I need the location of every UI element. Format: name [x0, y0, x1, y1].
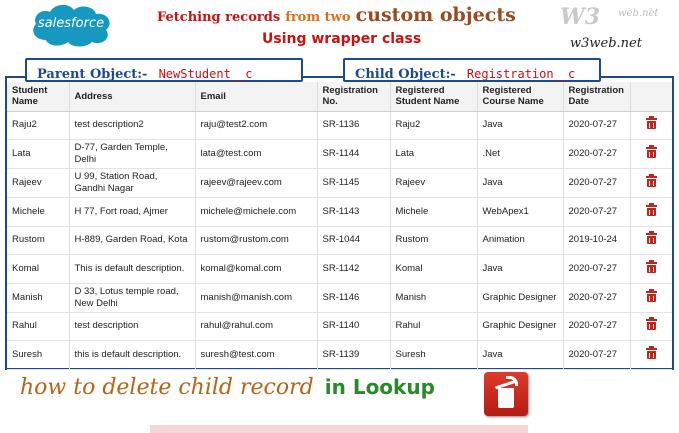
cell-action: [630, 198, 672, 227]
cell-registered-course-name: WebApex1: [477, 198, 563, 227]
salesforce-logo-text: salesforce: [37, 16, 105, 31]
cell-address: D-77, Garden Temple, Delhi: [69, 140, 195, 169]
cell-registration-no: SR-1144: [317, 140, 390, 169]
cell-registration-date: 2020-07-27: [563, 111, 630, 140]
cell-action: [630, 283, 672, 312]
parent-object-api-name: NewStudent__c: [158, 67, 253, 81]
w3web-logo-name: w3web.net: [570, 36, 642, 51]
cell-address: H-889, Garden Road, Kota: [69, 226, 195, 255]
footer-caption: [20, 375, 435, 400]
cell-registration-date: 2020-07-27: [563, 169, 630, 198]
cell-registered-student-name: Rustom: [390, 226, 477, 255]
records-table: [7, 82, 672, 370]
table-row: [7, 312, 672, 341]
cell-registered-course-name: .Net: [477, 140, 563, 169]
table-header-row: [7, 82, 672, 111]
cell-registered-course-name: Graphic Designer: [477, 312, 563, 341]
table-row: [7, 140, 672, 169]
cell-address: this is default description.: [69, 341, 195, 370]
cell-registration-no: SR-1145: [317, 169, 390, 198]
cell-registered-course-name: Java: [477, 255, 563, 284]
cell-registration-date: 2020-07-27: [563, 283, 630, 312]
title-part-2: from two: [285, 10, 351, 25]
cell-action: [630, 169, 672, 198]
cell-registration-no: SR-1143: [317, 198, 390, 227]
cell-address: This is default description.: [69, 255, 195, 284]
footer-caption-green: in Lookup: [324, 375, 435, 399]
column-header-registration-date: Registration Date: [563, 82, 630, 111]
cell-registration-no: SR-1139: [317, 341, 390, 370]
cell-student-name: Lata: [7, 140, 69, 169]
cell-action: [630, 312, 672, 341]
table-row: [7, 341, 672, 370]
cell-student-name: Rajeev: [7, 169, 69, 198]
cell-registered-student-name: Rajeev: [390, 169, 477, 198]
records-panel: [5, 76, 674, 370]
cell-email: rustom@rustom.com: [195, 226, 317, 255]
title-part-1: Fetching records: [157, 10, 281, 25]
cell-registration-date: 2019-10-24: [563, 226, 630, 255]
cell-email: suresh@test.com: [195, 341, 317, 370]
trash-icon[interactable]: [646, 290, 657, 302]
cell-registration-date: 2020-07-27: [563, 341, 630, 370]
trash-icon[interactable]: [646, 117, 657, 129]
cell-registration-date: 2020-07-27: [563, 198, 630, 227]
cell-student-name: Manish: [7, 283, 69, 312]
cell-email: rahul@rahul.com: [195, 312, 317, 341]
cell-action: [630, 226, 672, 255]
trash-icon[interactable]: [646, 146, 657, 158]
cell-registration-date: 2020-07-27: [563, 140, 630, 169]
cell-email: rajeev@rajeev.com: [195, 169, 317, 198]
cell-registered-student-name: Lata: [390, 140, 477, 169]
child-object-label: [343, 58, 601, 82]
cell-registered-course-name: Java: [477, 341, 563, 370]
trash-icon[interactable]: [646, 318, 657, 330]
cell-address: H 77, Fort road, Ajmer: [69, 198, 195, 227]
cell-action: [630, 140, 672, 169]
cell-registration-no: SR-1142: [317, 255, 390, 284]
cell-student-name: Raju2: [7, 111, 69, 140]
cell-registered-course-name: Java: [477, 169, 563, 198]
table-row: [7, 226, 672, 255]
cell-registered-student-name: Michele: [390, 198, 477, 227]
cell-registered-student-name: Komal: [390, 255, 477, 284]
title-part-3: custom objects: [355, 4, 516, 26]
cell-email: komal@komal.com: [195, 255, 317, 284]
cell-registered-course-name: Animation: [477, 226, 563, 255]
trash-icon[interactable]: [646, 175, 657, 187]
cell-registration-no: SR-1136: [317, 111, 390, 140]
cell-email: manish@manish.com: [195, 283, 317, 312]
column-header-student-name: Student Name: [7, 82, 69, 111]
cell-address: test description2: [69, 111, 195, 140]
cell-email: raju@test2.com: [195, 111, 317, 140]
parent-object-caption: Parent Object:-: [37, 67, 148, 82]
trash-icon[interactable]: [646, 347, 657, 359]
w3web-logo-sub: web.net: [618, 8, 659, 19]
cell-student-name: Michele: [7, 198, 69, 227]
cell-email: lata@test.com: [195, 140, 317, 169]
cell-registered-student-name: Raju2: [390, 111, 477, 140]
trash-icon[interactable]: [646, 204, 657, 216]
footer-banner-strip: [150, 425, 528, 433]
footer-caption-italic: how to delete child record: [20, 375, 314, 400]
cell-address: U 99, Station Road, Gandhi Nagar: [69, 169, 195, 198]
w3web-logo-mark: W3: [560, 4, 601, 30]
cell-registration-no: SR-1140: [317, 312, 390, 341]
delete-bin-icon: [484, 372, 528, 416]
page-title: [157, 4, 516, 26]
trash-icon[interactable]: [646, 232, 657, 244]
table-row: [7, 283, 672, 312]
cell-student-name: Rahul: [7, 312, 69, 341]
cell-registered-course-name: Java: [477, 111, 563, 140]
cell-student-name: Rustom: [7, 226, 69, 255]
w3web-logo: [556, 4, 659, 52]
cell-address: D 33, Lotus temple road, New Delhi: [69, 283, 195, 312]
column-header-registered-student-name: Registered Student Name: [390, 82, 477, 111]
column-header-email: Email: [195, 82, 317, 111]
salesforce-logo: [28, 2, 114, 48]
cell-registration-date: 2020-07-27: [563, 255, 630, 284]
cell-registered-student-name: Suresh: [390, 341, 477, 370]
column-header-address: Address: [69, 82, 195, 111]
page-subtitle: Using wrapper class: [262, 31, 422, 47]
column-header-registered-course-name: Registered Course Name: [477, 82, 563, 111]
cell-student-name: Suresh: [7, 341, 69, 370]
table-row: [7, 169, 672, 198]
cell-registration-no: SR-1146: [317, 283, 390, 312]
table-row: [7, 255, 672, 284]
cell-action: [630, 341, 672, 370]
cell-email: michele@michele.com: [195, 198, 317, 227]
cell-address: test description: [69, 312, 195, 341]
cell-action: [630, 111, 672, 140]
column-header-registration-no: Registration No.: [317, 82, 390, 111]
table-row: [7, 111, 672, 140]
cell-action: [630, 255, 672, 284]
parent-object-label: [25, 58, 303, 82]
cell-student-name: Komal: [7, 255, 69, 284]
table-row: [7, 198, 672, 227]
column-header-action: [630, 82, 672, 111]
cell-registered-course-name: Graphic Designer: [477, 283, 563, 312]
trash-icon[interactable]: [646, 261, 657, 273]
child-object-caption: Child Object:-: [355, 67, 456, 82]
cell-registered-student-name: Manish: [390, 283, 477, 312]
cell-registered-student-name: Rahul: [390, 312, 477, 341]
cell-registration-no: SR-1044: [317, 226, 390, 255]
child-object-api-name: Registration__c: [466, 67, 576, 81]
cell-registration-date: 2020-07-27: [563, 312, 630, 341]
